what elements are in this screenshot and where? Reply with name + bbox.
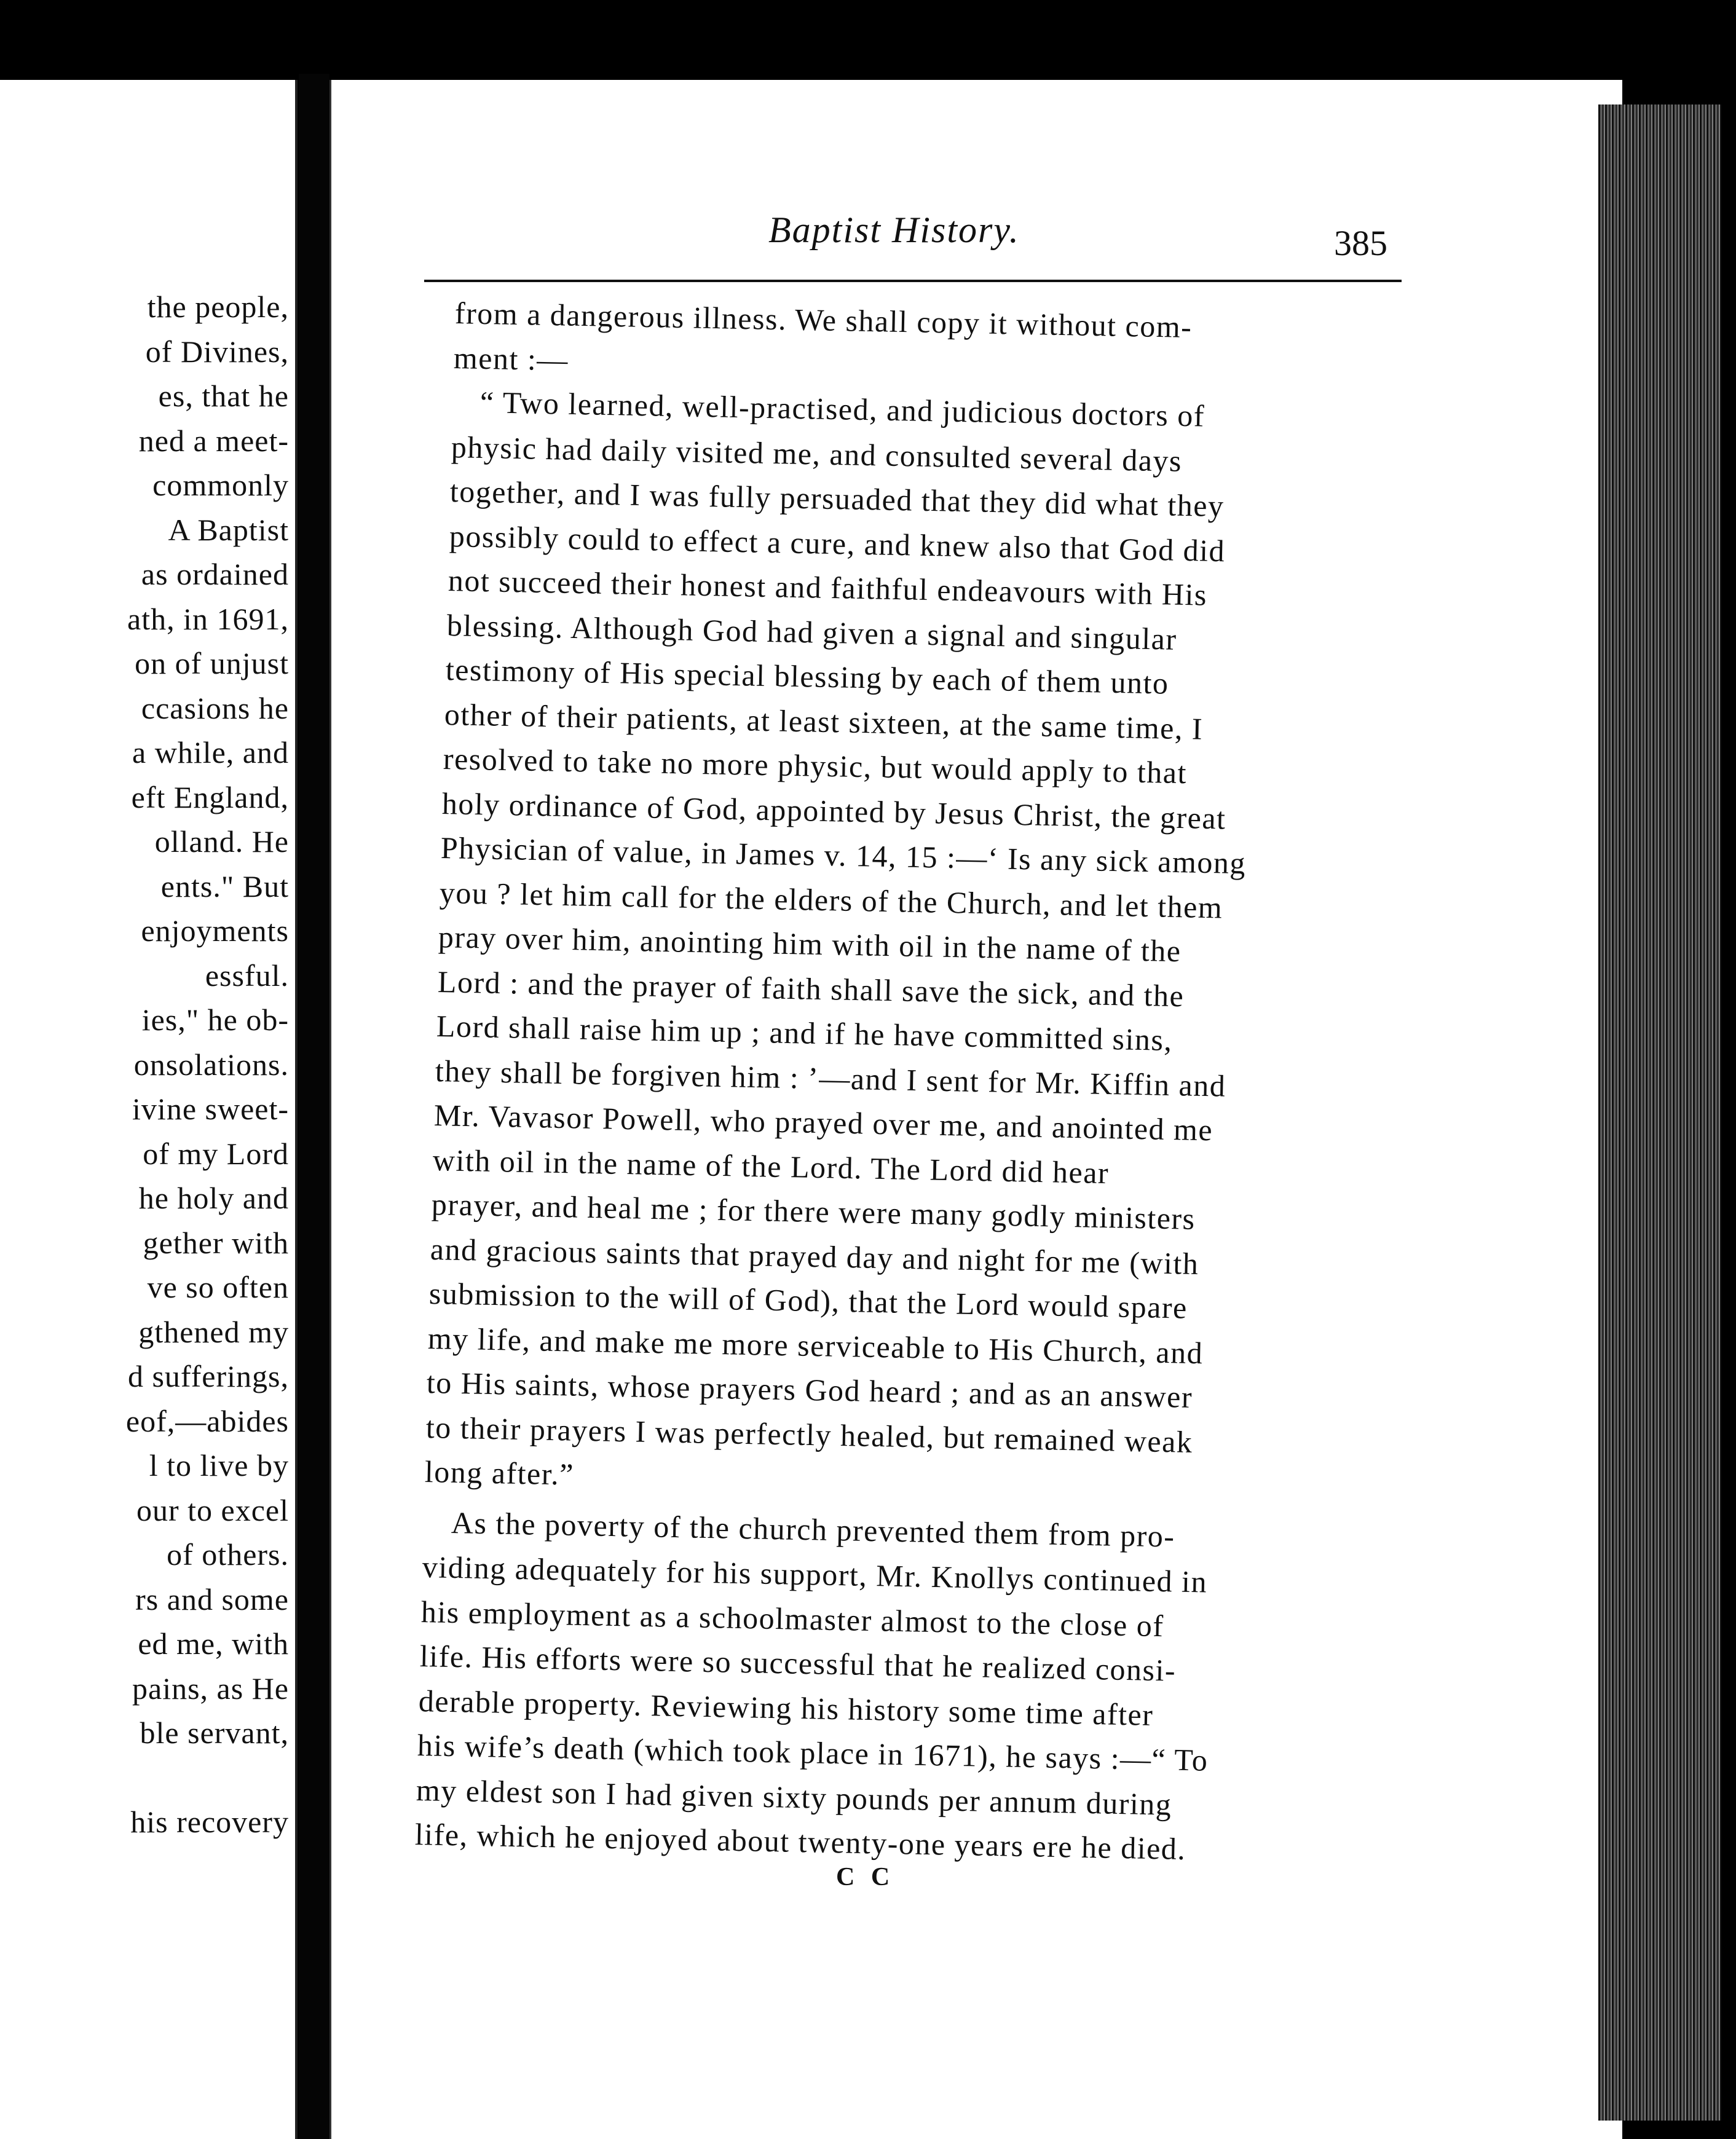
left-page-line: as ordained (141, 557, 289, 591)
body-text-line: resolved to take no more physic, but would apply to that (443, 741, 1188, 790)
left-page-line: ents." But (160, 869, 289, 904)
left-page-line: ve so often (147, 1270, 289, 1304)
running-head: Baptist History. (768, 210, 1020, 250)
left-page-line: rs and some (135, 1582, 289, 1617)
body-text-line: “ Two learned, well-practised, and judicious doctors of (479, 385, 1205, 433)
page-number: 385 (1334, 223, 1387, 263)
body-text-line: life, which he enjoyed about twenty-one years ere he died. (414, 1817, 1187, 1867)
body-text-line: submission to the will of God), that the Lord would spare (428, 1276, 1188, 1325)
body-text-line: from a dangerous illness. We shall copy it without com- (454, 296, 1193, 345)
body-text-line: prayer, and heal me ; for there were many godly ministers (431, 1187, 1196, 1236)
body-text-line: to His saints, whose prayers God heard ; and as an answer (426, 1365, 1194, 1414)
left-page-line: A Baptist (168, 512, 289, 547)
left-page-line: our to excel (136, 1492, 289, 1527)
left-page (0, 80, 298, 2139)
body-text-line: with oil in the name of the Lord. The Lord did hear (432, 1142, 1110, 1190)
left-page-line: l to live by (149, 1448, 289, 1483)
signature-mark: C C (836, 1863, 895, 1891)
left-page-line: his recovery (130, 1805, 289, 1839)
body-text-line: blessing. Although God had given a signal and singular (446, 607, 1177, 656)
left-page-line: on of unjust (135, 646, 289, 680)
left-page-line: enjoyments (141, 913, 289, 948)
left-page-line: ed me, with (138, 1626, 289, 1661)
body-text-line: other of their patients, at least sixteen, at the same time, I (444, 696, 1204, 746)
body-text-line: possibly could to effect a cure, and knew also that God did (448, 518, 1226, 568)
body-text-line: Lord shall raise him up ; and if he have committed sins, (436, 1009, 1173, 1057)
body-text-line: you ? let him call for the elders of the Church, and let them (439, 875, 1224, 924)
left-page-line: commonly (152, 468, 289, 502)
body-text-line: my eldest son I had given sixty pounds per annum during (416, 1772, 1173, 1822)
left-page-line: ath, in 1691, (127, 601, 289, 636)
body-text-line: holy ordinance of God, appointed by Jesus Christ, the great (441, 786, 1227, 835)
body-text-line: they shall be forgiven him : ’—and I sent for Mr. Kiffin and (435, 1053, 1226, 1103)
left-page-line: es, that he (158, 379, 289, 413)
left-page-line: gthened my (138, 1314, 289, 1349)
body-text-line: ment :— (453, 340, 569, 377)
left-page-line: he holy and (138, 1181, 289, 1215)
body-text-line: long after.” (424, 1454, 574, 1492)
body-text-line: his wife’s death (which took place in 1671), he says :—“ To (417, 1728, 1209, 1778)
body-text-line: not succeed their honest and faithful endeavours with His (448, 563, 1208, 612)
left-page-line: ivine sweet- (132, 1092, 289, 1126)
left-page-line: ccasions he (141, 690, 289, 725)
body-text-line: pray over him, anointing him with oil in the name of the (438, 920, 1182, 969)
body-text-line: together, and I was fully persuaded that they did what they (449, 474, 1225, 524)
left-page-line: essful. (205, 958, 289, 993)
left-page-line: the people, (147, 290, 289, 324)
page-edges (1598, 104, 1721, 2121)
body-text-line: his employment as a schoolmaster almost to the close of (420, 1594, 1164, 1643)
body-text-line: As the poverty of the church prevented them from pro- (451, 1505, 1175, 1554)
left-page-line: gether with (143, 1225, 289, 1260)
body-text-line: my life, and make me more serviceable to His Church, and (427, 1320, 1204, 1370)
left-page-line: eof,—abides (125, 1403, 289, 1438)
left-page-line: pains, as He (132, 1671, 289, 1706)
body-text-line: and gracious saints that prayed day and night for me (with (430, 1231, 1199, 1281)
body-text-line: derable property. Reviewing his history some time after (418, 1683, 1154, 1732)
left-page-line: of others. (167, 1537, 289, 1572)
body-text-line: Lord : and the prayer of faith shall save the sick, and the (436, 964, 1185, 1013)
body-text-line: life. His efforts were so successful that he realized consi- (419, 1639, 1177, 1688)
left-page-line: ned a meet- (138, 423, 289, 458)
left-page-line: olland. He (154, 824, 289, 859)
left-page-line: d sufferings, (127, 1359, 289, 1393)
body-text-line: viding adequately for his support, Mr. Knollys continued in (422, 1550, 1208, 1599)
body-text-line: to their prayers I was perfectly healed, but remained weak (425, 1409, 1193, 1459)
left-page-line: ble servant, (140, 1716, 289, 1750)
header-rule (424, 280, 1402, 282)
body-text-line: testimony of His special blessing by each of them unto (445, 652, 1169, 701)
left-page-line: of my Lord (143, 1136, 289, 1171)
left-page-line: ies," he ob- (141, 1003, 289, 1037)
body-text-line: physic had daily visited me, and consulted several days (451, 429, 1183, 478)
book-gutter (299, 74, 329, 2139)
left-page-line: eft England, (131, 779, 289, 814)
left-page-line: a while, and (132, 735, 289, 770)
body-text-line: Physician of value, in James v. 14, 15 :—‘ Is any sick among (440, 830, 1247, 881)
body-text-line: Mr. Vavasor Powell, who prayed over me, and anointed me (433, 1098, 1213, 1148)
left-page-line: onsolations. (133, 1047, 289, 1082)
left-page-line: of Divines, (145, 334, 289, 369)
